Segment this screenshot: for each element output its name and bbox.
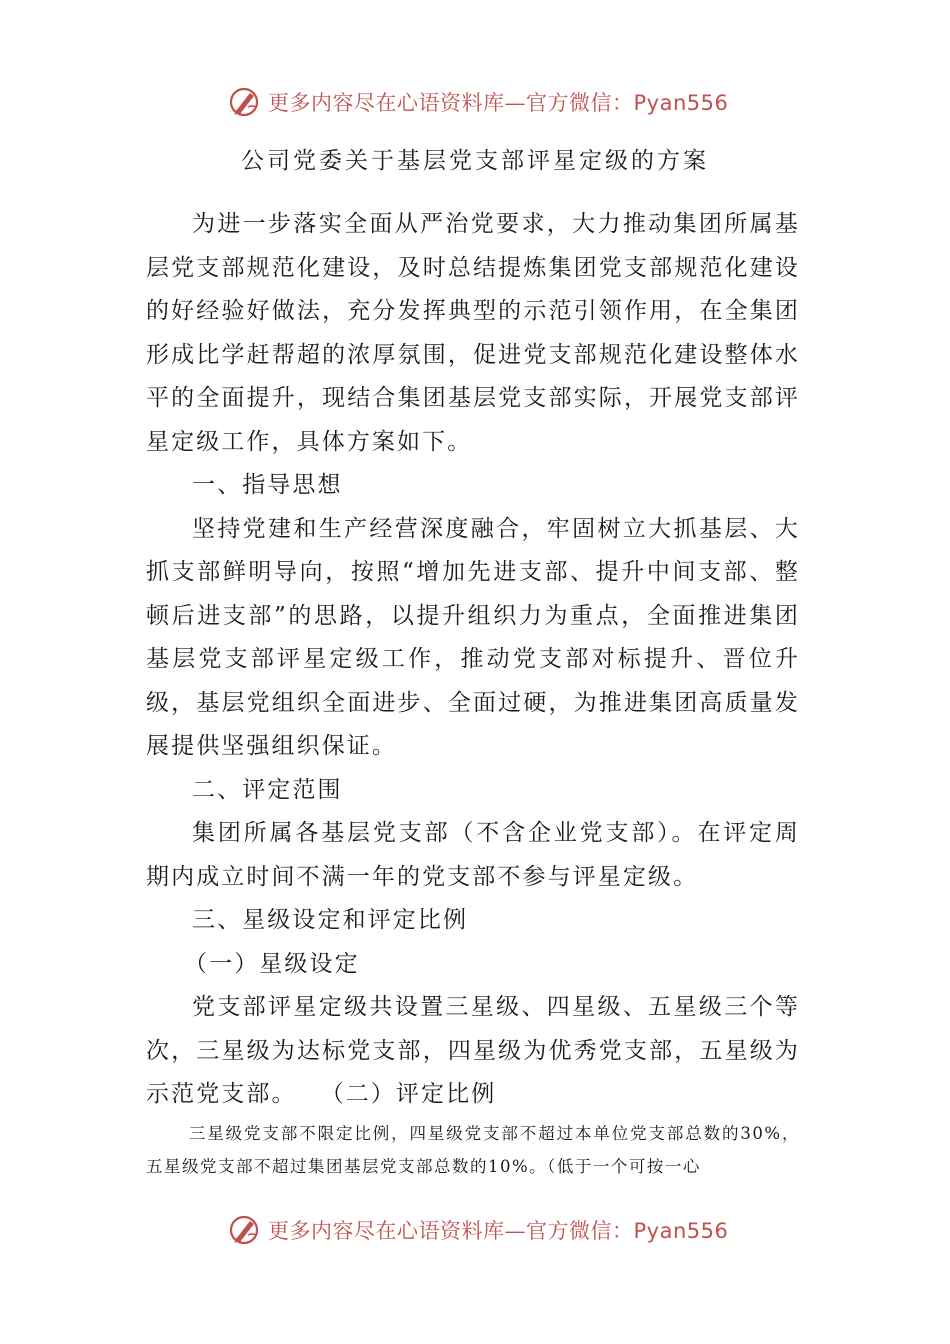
pen-logo-icon bbox=[228, 85, 262, 119]
section-1-heading: 一、指导思想 bbox=[192, 472, 343, 498]
document-body bbox=[146, 203, 800, 1183]
subsection-2-heading: （二）评定比例 bbox=[320, 1081, 497, 1107]
subsection-2-body: 三星级党支部不限定比例，四星级党支部不超过本单位党支部总数的30%，五星级党支部不超过集团基层党支部总数的10%。（低于一个可按一心 bbox=[146, 1123, 800, 1176]
section-2-body: 集团所属各基层党支部（不含企业党支部）。在评定周期内成立时间不满一年的党支部不参与评星定级。 bbox=[146, 820, 800, 890]
subsection-1-text: 党支部评星定级共设置三星级、四星级、五星级三个等次，三星级为达标党支部，四星级为优秀党支部，五星级为示范党支部。 bbox=[146, 994, 800, 1107]
section-1-body: 坚持党建和生产经营深度融合，牢固树立大抓基层、大抓支部鲜明导向，按照“增加先进支部、提升中间支部、整顿后进支部”的思路，以提升组织力为重点，全面推进集团基层党支部评星定级工作，推动党支部对标提升、晋位升级，基层党组织全面进步、全面过硬，为推进集团高质量发展提供坚强组织保证。 bbox=[146, 515, 800, 759]
header-banner bbox=[228, 82, 788, 122]
footer-banner bbox=[228, 1210, 788, 1250]
banner-label: 更多内容尽在心语资料库—官方微信： bbox=[268, 1219, 634, 1243]
wechat-id: Pyan556 bbox=[633, 91, 729, 115]
subsection-1-body bbox=[146, 986, 800, 1117]
subsection-1-heading: （一）星级设定 bbox=[184, 950, 360, 977]
section-3-heading: 三、星级设定和评定比例 bbox=[192, 907, 469, 933]
banner-text bbox=[268, 87, 728, 117]
intro-paragraph: 为进一步落实全面从严治党要求，大力推动集团所属基层党支部规范化建设，及时总结提炼集团党支部规范化建设的好经验好做法，充分发挥典型的示范引领作用，在全集团形成比学赶帮超的浓厚氛围，促进党支部规范化建设整体水平的全面提升，现结合集团基层党支部实际，开展党支部评星定级工作，具体方案如下。 bbox=[146, 211, 800, 455]
banner-text bbox=[268, 1215, 728, 1245]
wechat-id: Pyan556 bbox=[633, 1219, 729, 1243]
section-2-heading: 二、评定范围 bbox=[192, 776, 343, 803]
banner-label: 更多内容尽在心语资料库—官方微信： bbox=[268, 91, 634, 115]
document-title: 公司党委关于基层党支部评星定级的方案 bbox=[241, 148, 709, 174]
pen-logo-icon bbox=[228, 1213, 262, 1247]
